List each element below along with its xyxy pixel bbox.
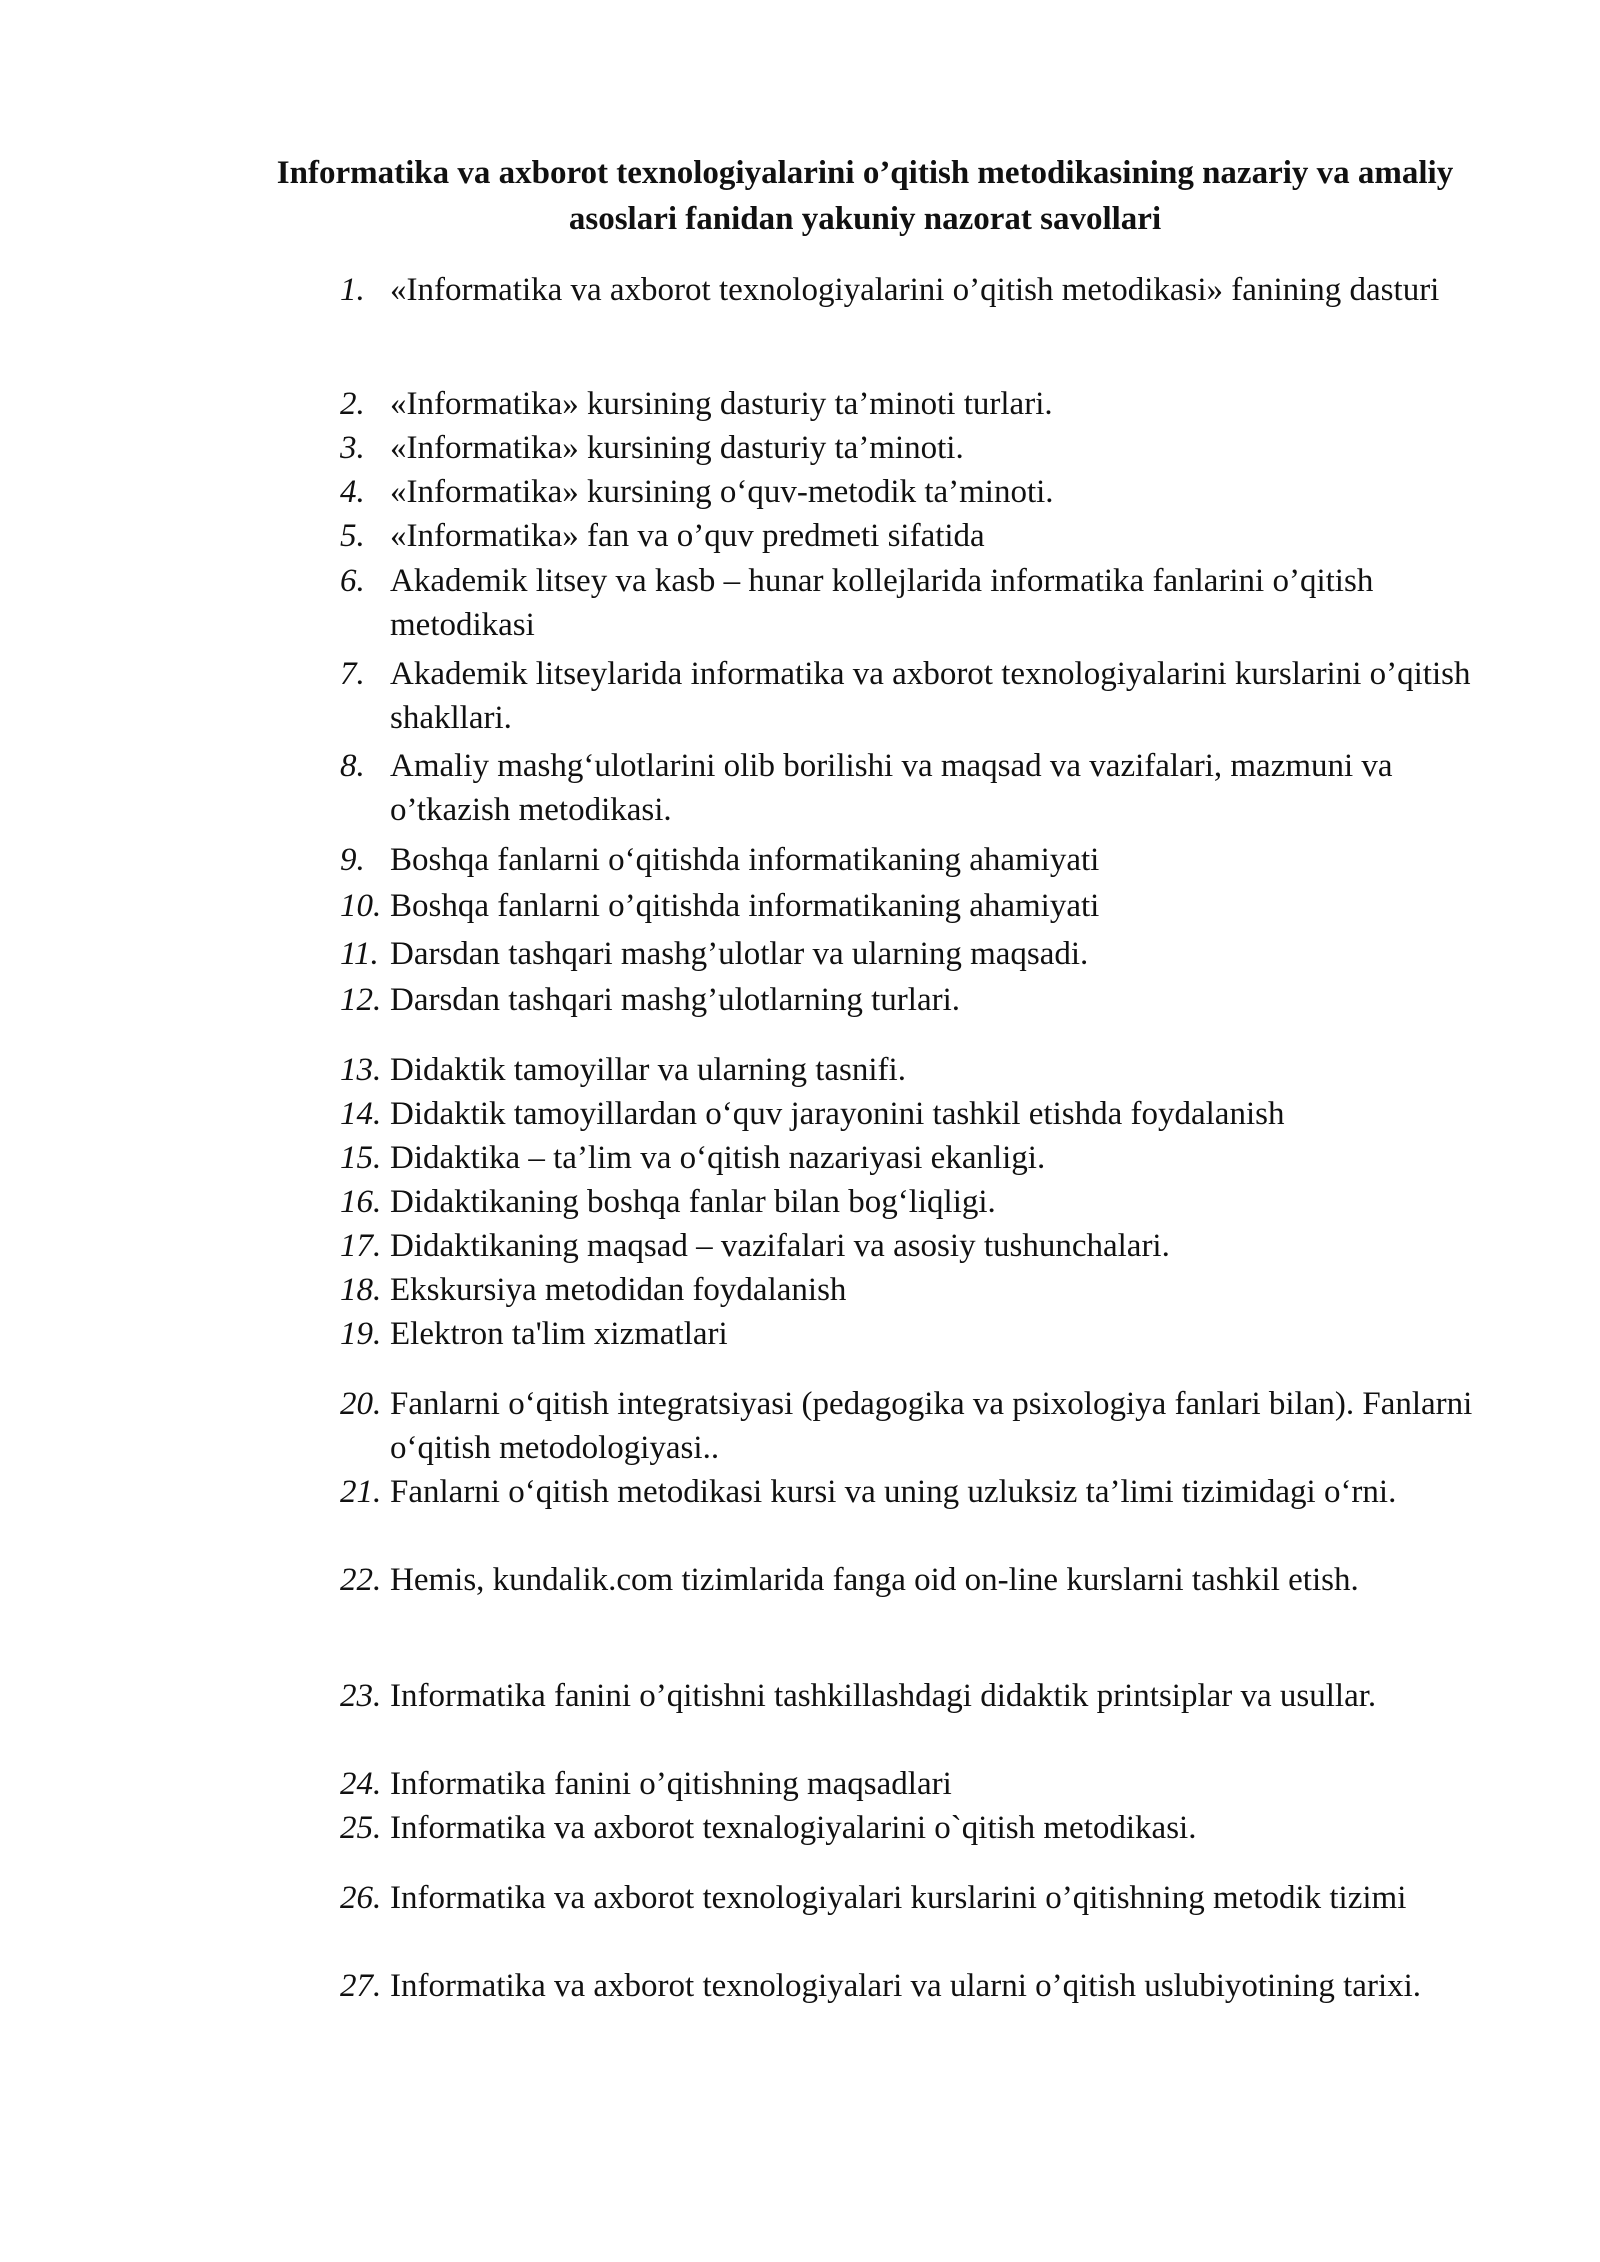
question-item	[340, 1876, 1500, 1920]
question-text: Darsdan tashqari mashg’ulotlarning turlari.	[390, 982, 961, 1018]
question-text: Didaktika – ta’lim va o‘qitish nazariyasi ekanligi.	[390, 1140, 1046, 1176]
question-number: 5.	[340, 518, 365, 554]
question-text: Ekskursiya metodidan foydalanish	[390, 1272, 847, 1308]
question-number: 4.	[340, 474, 365, 510]
question-item	[340, 382, 1500, 426]
question-item	[340, 1180, 1500, 1224]
question-text: Akademik litseylarida informatika va axborot texnologiyalarini kurslarini o’qitish shakllari.	[390, 656, 1471, 736]
question-item	[340, 744, 1500, 832]
question-item	[340, 1470, 1500, 1514]
question-text: Informatika va axborot texnologiyalari kurslarini o’qitishning metodik tizimi	[390, 1880, 1407, 1916]
question-item	[340, 1268, 1500, 1312]
question-item	[340, 884, 1500, 928]
question-text: Amaliy mashg‘ulotlarini olib borilishi va maqsad va vazifalari, mazmuni va o’tkazish metodikasi.	[390, 748, 1393, 828]
question-number: 16.	[340, 1184, 382, 1220]
question-item	[340, 978, 1500, 1022]
question-text: Informatika fanini o’qitishning maqsadlari	[390, 1766, 952, 1802]
question-text: Informatika va axborot texnalogiyalarini o`qitish metodikasi.	[390, 1810, 1197, 1846]
question-number: 26.	[340, 1880, 382, 1916]
question-text: «Informatika va axborot texnologiyalarini o’qitish metodikasi» fanining dasturi	[390, 272, 1440, 308]
question-number: 2.	[340, 386, 365, 422]
question-number: 17.	[340, 1228, 382, 1264]
question-text: Informatika va axborot texnologiyalari va ularni o’qitish uslubiyotining tarixi.	[390, 1968, 1422, 2004]
question-text: Fanlarni o‘qitish metodikasi kursi va uning uzluksiz ta’limi tizimidagi o‘rni.	[390, 1474, 1397, 1510]
question-item	[340, 268, 1500, 312]
question-text: «Informatika» fan va o’quv predmeti sifatida	[390, 518, 985, 554]
question-item	[340, 652, 1500, 740]
question-item	[340, 559, 1500, 647]
question-number: 14.	[340, 1096, 382, 1132]
question-number: 6.	[340, 563, 365, 599]
question-item	[340, 1136, 1500, 1180]
question-text: Fanlarni o‘qitish integratsiyasi (pedagogika va psixologiya fanlari bilan). Fanlarni o‘qitish metodologiyasi..	[390, 1386, 1473, 1466]
question-item	[340, 1674, 1500, 1718]
question-item	[340, 838, 1500, 882]
question-item	[340, 1558, 1500, 1602]
question-item	[340, 1048, 1500, 1092]
question-item	[340, 1092, 1500, 1136]
question-number: 10.	[340, 888, 382, 924]
question-text: Akademik litsey va kasb – hunar kollejlarida informatika fanlarini o’qitish metodikasi	[390, 563, 1374, 643]
question-number: 22.	[340, 1562, 382, 1598]
question-text: Informatika fanini o’qitishni tashkillashdagi didaktik printsiplar va usullar.	[390, 1678, 1377, 1714]
question-text: Darsdan tashqari mashg’ulotlar va ularning maqsadi.	[390, 936, 1089, 972]
question-text: Didaktikaning boshqa fanlar bilan bog‘liqligi.	[390, 1184, 996, 1220]
question-item	[340, 1312, 1500, 1356]
question-number: 7.	[340, 656, 365, 692]
question-number: 19.	[340, 1316, 382, 1352]
question-number: 3.	[340, 430, 365, 466]
question-text: Didaktikaning maqsad – vazifalari va asosiy tushunchalari.	[390, 1228, 1170, 1264]
question-item	[340, 1382, 1500, 1470]
question-text: Didaktik tamoyillar va ularning tasnifi.	[390, 1052, 906, 1088]
question-number: 1.	[340, 272, 365, 308]
question-item	[340, 514, 1500, 558]
question-number: 15.	[340, 1140, 382, 1176]
question-number: 13.	[340, 1052, 382, 1088]
question-item	[340, 1806, 1500, 1850]
question-number: 25.	[340, 1810, 382, 1846]
question-number: 12.	[340, 982, 382, 1018]
question-item	[340, 426, 1500, 470]
question-item	[340, 1964, 1500, 2008]
question-text: Didaktik tamoyillardan o‘quv jarayonini tashkil etishda foydalanish	[390, 1096, 1285, 1132]
question-text: «Informatika» kursining dasturiy ta’minoti turlari.	[390, 386, 1053, 422]
question-item	[340, 1762, 1500, 1806]
question-number: 27.	[340, 1968, 382, 2004]
question-text: «Informatika» kursining o‘quv-metodik ta’minoti.	[390, 474, 1054, 510]
question-number: 23.	[340, 1678, 382, 1714]
question-number: 24.	[340, 1766, 382, 1802]
question-text: Hemis, kundalik.com tizimlarida fanga oid on-line kurslarni tashkil etish.	[390, 1562, 1359, 1598]
question-number: 21.	[340, 1474, 382, 1510]
question-number: 18.	[340, 1272, 382, 1308]
question-number: 20.	[340, 1386, 382, 1422]
question-item	[340, 470, 1500, 514]
document-title: Informatika va axborot texnologiyalarini o’qitish metodikasining nazariy va amaliy asoslari fanidan yakuniy nazorat savollari	[276, 155, 1454, 237]
question-text: «Informatika» kursining dasturiy ta’minoti.	[390, 430, 964, 466]
question-text: Boshqa fanlarni o’qitishda informatikaning ahamiyati	[390, 888, 1100, 924]
question-number: 8.	[340, 748, 365, 784]
question-text: Elektron ta'lim xizmatlari	[390, 1316, 728, 1352]
question-number: 11.	[340, 936, 379, 972]
question-item	[340, 932, 1500, 976]
question-text: Boshqa fanlarni o‘qitishda informatikaning ahamiyati	[390, 842, 1100, 878]
question-item	[340, 1224, 1500, 1268]
question-number: 9.	[340, 842, 365, 878]
